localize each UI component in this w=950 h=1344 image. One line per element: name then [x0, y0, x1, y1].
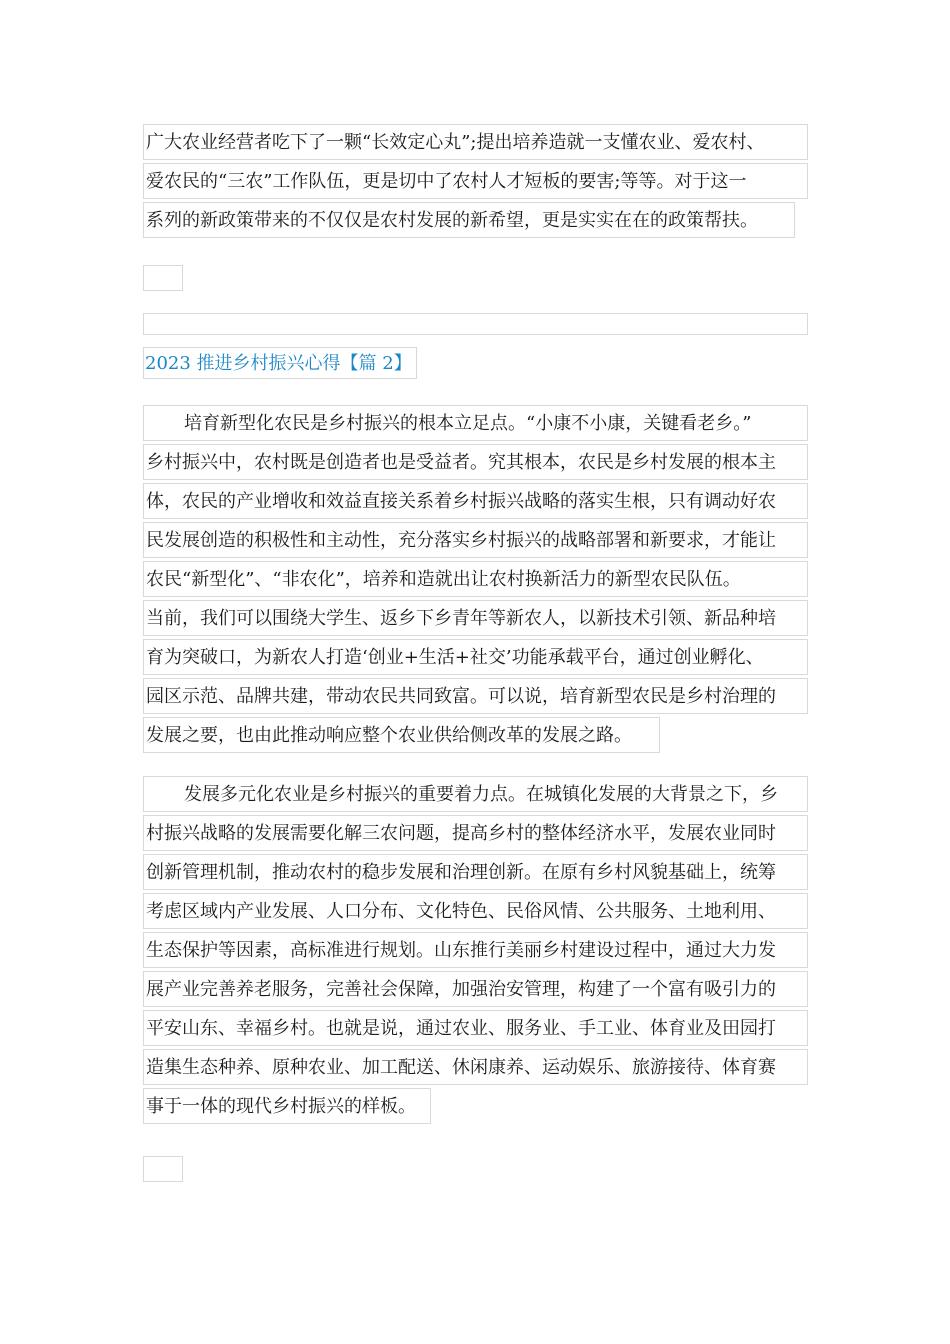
- text-line: 事于一体的现代乡村振兴的样板。: [143, 1088, 431, 1124]
- text-line: 发展多元化农业是乡村振兴的重要着力点。在城镇化发展的大背景之下，乡: [143, 776, 808, 812]
- text-line: 农民“新型化”、“非农化”，培养和造就出让农村换新活力的新型农民队伍。: [143, 561, 808, 597]
- text-line: 平安山东、幸福乡村。也就是说，通过农业、服务业、手工业、体育业及田园打: [143, 1010, 808, 1046]
- empty-text-box: [143, 1156, 183, 1182]
- text-line: 系列的新政策带来的不仅仅是农村发展的新希望，更是实实在在的政策帮扶。: [143, 202, 795, 238]
- section-heading: 2023 推进乡村振兴心得【篇 2】: [143, 347, 417, 379]
- text-line: 爱农民的“三农”工作队伍，更是切中了农村人才短板的要害;等等。对于这一: [143, 163, 808, 199]
- text-line: 广大农业经营者吃下了一颗“长效定心丸”;提出培养造就一支懂农业、爱农村、: [143, 124, 808, 160]
- empty-text-box: [143, 265, 183, 291]
- text-line: 园区示范、品牌共建，带动农民共同致富。可以说，培育新型农民是乡村治理的: [143, 678, 808, 714]
- text-line: 造集生态种养、原种农业、加工配送、休闲康养、运动娱乐、旅游接待、体育赛: [143, 1049, 808, 1085]
- text-line: 体，农民的产业增收和效益直接关系着乡村振兴战略的落实生根，只有调动好农: [143, 483, 808, 519]
- separator-box: [143, 313, 808, 335]
- text-line: 考虑区域内产业发展、人口分布、文化特色、民俗风情、公共服务、土地利用、: [143, 893, 808, 929]
- text-line: 展产业完善养老服务，完善社会保障，加强治安管理，构建了一个富有吸引力的: [143, 971, 808, 1007]
- text-line: 民发展创造的积极性和主动性，充分落实乡村振兴的战略部署和新要求，才能让: [143, 522, 808, 558]
- text-line: 培育新型化农民是乡村振兴的根本立足点。“小康不小康，关键看老乡。”: [143, 405, 808, 441]
- text-line: 村振兴战略的发展需要化解三农问题，提高乡村的整体经济水平，发展农业同时: [143, 815, 808, 851]
- text-line: 育为突破口，为新农人打造‘创业+生活+社交’功能承载平台，通过创业孵化、: [143, 639, 808, 675]
- text-line: 发展之要，也由此推动响应整个农业供给侧改革的发展之路。: [143, 717, 660, 753]
- text-line: 当前，我们可以围绕大学生、返乡下乡青年等新农人，以新技术引领、新品种培: [143, 600, 808, 636]
- text-line: 生态保护等因素，高标准进行规划。山东推行美丽乡村建设过程中，通过大力发: [143, 932, 808, 968]
- text-line: 乡村振兴中，农村既是创造者也是受益者。究其根本，农民是乡村发展的根本主: [143, 444, 808, 480]
- text-line: 创新管理机制，推动农村的稳步发展和治理创新。在原有乡村风貌基础上，统筹: [143, 854, 808, 890]
